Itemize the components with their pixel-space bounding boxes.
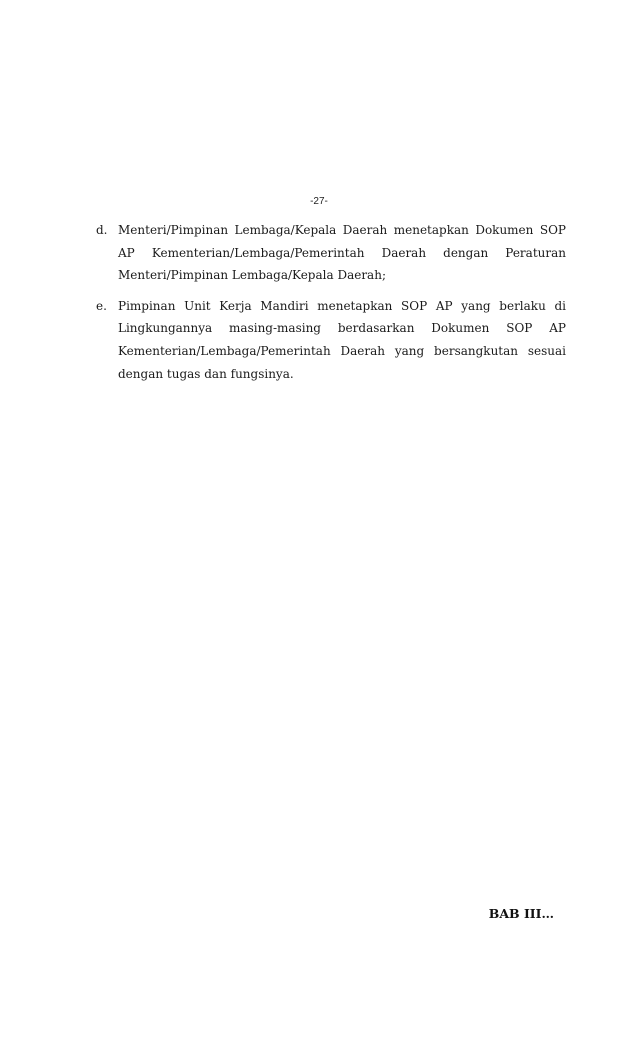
list-item-marker: e. [96, 298, 107, 313]
next-chapter-reference: BAB III… [488, 906, 554, 921]
page-number: -27- [310, 196, 328, 207]
list-item-text: Pimpinan Unit Kerja Mandiri menetapkan SOP AP yang berlaku di Lingkungannya masing-masing berdasarkan Dokumen SOP AP Kementerian/Lembaga/Pemerintah Daerah yang bersangkutan sesuai dengan tugas dan fungsinya. [118, 298, 566, 381]
list-item-text: Menteri/Pimpinan Lembaga/Kepala Daerah menetapkan Dokumen SOP AP Kementerian/Lembaga/Pemerintah Daerah dengan Peraturan Menteri/Pimpinan Lembaga/Kepala Daerah; [118, 223, 566, 283]
list-item-marker: d. [96, 223, 108, 237]
list-item-d [96, 219, 566, 287]
list-item-e [96, 295, 566, 385]
numbered-list [96, 219, 566, 393]
